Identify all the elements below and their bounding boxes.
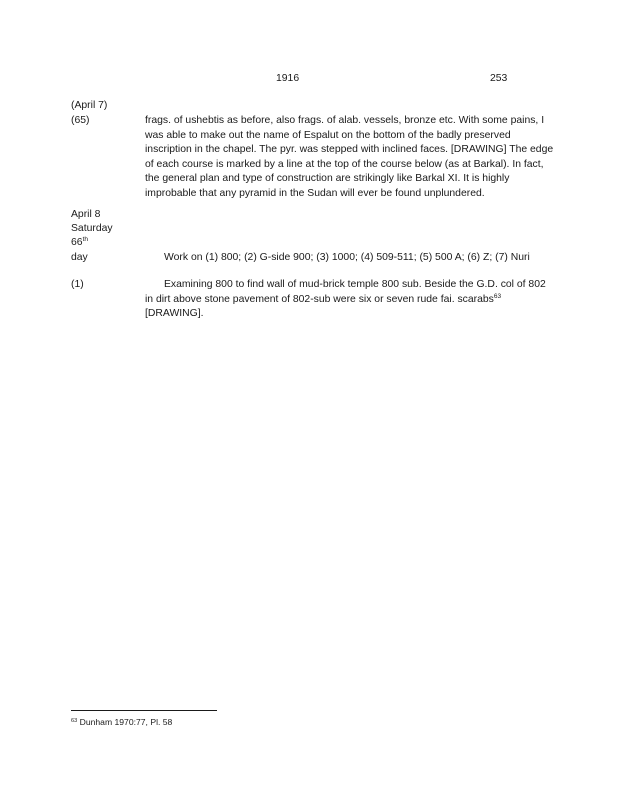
weekday: Saturday bbox=[71, 223, 113, 234]
day-count bbox=[71, 236, 88, 251]
work-summary: Work on (1) 800; (2) G-side 900; (3) 1000; (4) 509-511; (5) 500 A; (6) Z; (7) Nuri bbox=[164, 252, 530, 263]
day-word: day bbox=[71, 252, 88, 263]
text-line: inscription in the chapel. The pyr. was stepped with inclined faces. [DRAWING] The edge bbox=[145, 144, 554, 155]
item-paragraph bbox=[145, 278, 545, 322]
footnote-number: 63 bbox=[71, 718, 78, 724]
text-line: the general plan and type of construction are strikingly like Barkal XI. It is highly bbox=[145, 173, 510, 184]
text-line: improbable that any pyramid in the Sudan will ever be found unplundered. bbox=[145, 187, 485, 199]
text-line bbox=[145, 293, 545, 308]
item-label: (1) bbox=[71, 279, 84, 290]
date-label: (April 7) bbox=[71, 100, 108, 111]
text-line: of each course is marked by a line at the top of the course below (as at Barkal). In fact, bbox=[145, 158, 544, 170]
date-april-8: April 8 bbox=[71, 209, 101, 220]
footnote-divider bbox=[71, 710, 217, 711]
day-number: 66 bbox=[71, 237, 83, 248]
page-number: 253 bbox=[490, 73, 508, 84]
text-line: was able to make out the name of Espalut on the bottom of the badly preserved bbox=[145, 129, 511, 141]
running-year: 1916 bbox=[276, 73, 300, 84]
footnote-reference: 63 bbox=[493, 292, 502, 300]
entry-text-paragraph bbox=[145, 114, 554, 201]
text-line: [DRAWING]. bbox=[145, 308, 204, 319]
text-line: Examining 800 to find wall of mud-brick temple 800 sub. Beside the G.D. col of 802 bbox=[164, 279, 546, 290]
footnote bbox=[71, 716, 172, 728]
entry-number: (65) bbox=[71, 115, 90, 126]
text-line-content: in dirt above stone pavement of 802-sub were six or seven rude fai. scarabs bbox=[145, 293, 494, 305]
day-ordinal-suffix: th bbox=[82, 236, 88, 243]
footnote-text: Dunham 1970:77, Pl. 58 bbox=[77, 717, 173, 727]
text-line: frags. of ushebtis as before, also frags. of alab. vessels, bronze etc. With some pains, I bbox=[145, 115, 545, 126]
